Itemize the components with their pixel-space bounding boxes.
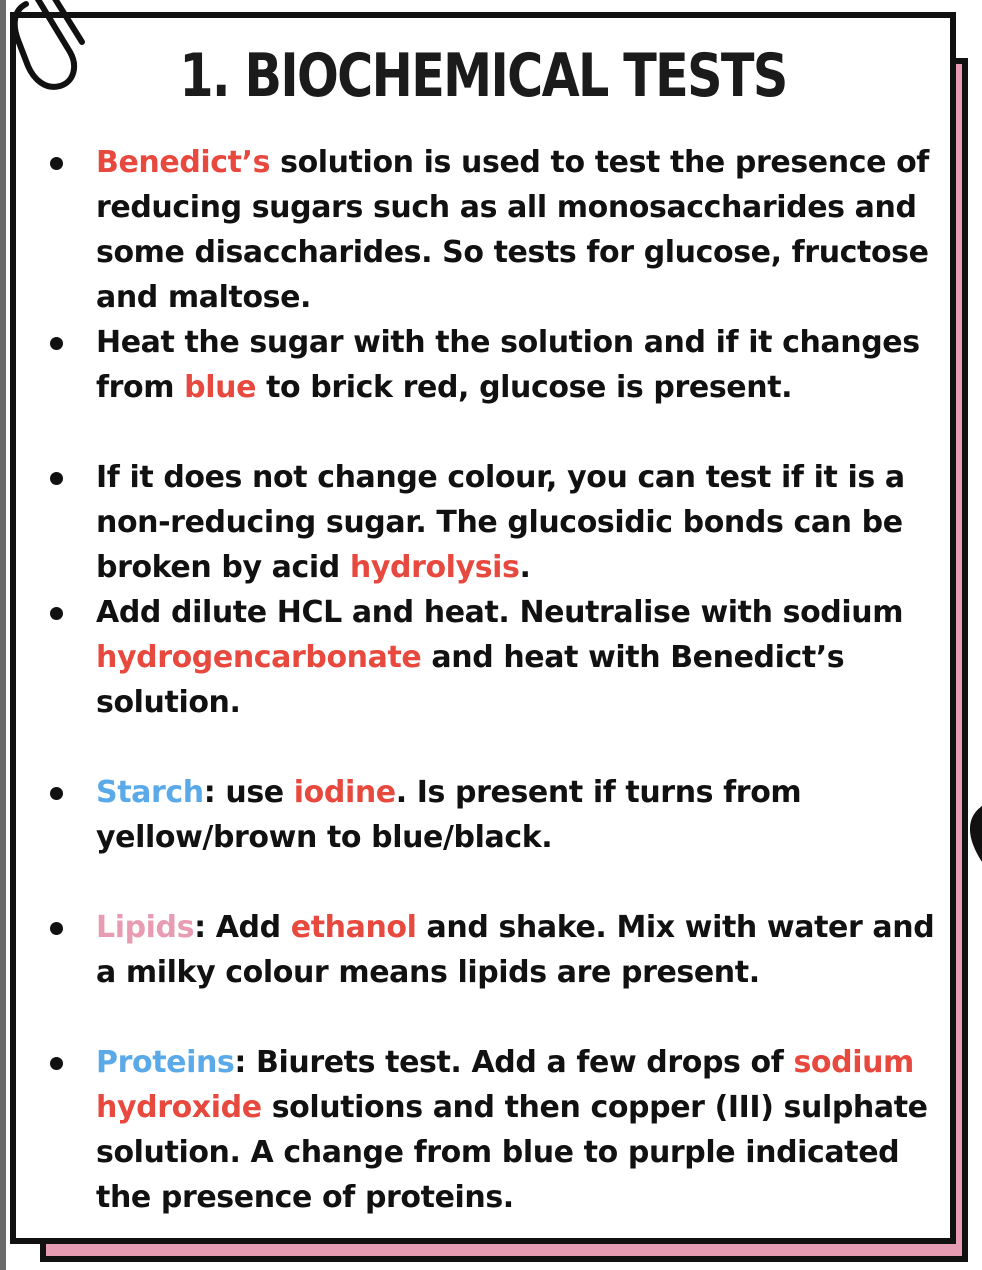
bullet-dot-icon [50, 922, 63, 935]
highlight-blue-word: blue [184, 370, 257, 405]
item-text: solution is used to test the presence of reducing sugars such as all monosaccharides and some disaccharides. So tests for glucose, fructose and maltose. [96, 145, 929, 315]
item-text: If it does not change colour, you can test if it is a non-reducing sugar. The glucosidic bonds can be broken by acid [96, 460, 905, 585]
item-text: and heat with Benedict’s solution. [96, 640, 845, 720]
item-text: . [519, 550, 531, 585]
highlight-sodium-hydroxide: sodium hydroxide [96, 1045, 914, 1125]
item-text: to brick red, glucose is present. [256, 370, 793, 405]
item-text: : Add [194, 910, 291, 945]
side-blob-decoration [962, 806, 982, 862]
bullet-dot-icon [50, 472, 63, 485]
item-text: Heat the sugar with the solution and if it changes from [96, 325, 920, 405]
highlight-ethanol: ethanol [290, 910, 417, 945]
item-text: Add dilute HCL and heat. Neutralise with sodium [96, 595, 904, 630]
highlight-hydrolysis: hydrolysis [349, 550, 520, 585]
list-item-non-reducing [44, 455, 944, 590]
bullet-dot-icon [50, 787, 63, 800]
list-item-proteins [44, 1040, 944, 1220]
item-text: solutions and then copper (III) sulphate solution. A change from blue to purple indicated the presence of proteins. [96, 1090, 928, 1215]
bullet-dot-icon [50, 607, 63, 620]
page-title: 1. BIOCHEMICAL TESTS [179, 41, 787, 111]
bullet-dot-icon [50, 1057, 63, 1070]
left-edge-strip [0, 0, 6, 1270]
term-benedicts: Benedict’s [96, 145, 271, 180]
list-item-heat [44, 320, 944, 410]
item-text: : use [203, 775, 294, 810]
bullet-dot-icon [50, 157, 63, 170]
highlight-hydrogencarbonate: hydrogencarbonate [96, 640, 422, 675]
term-starch: Starch [96, 775, 204, 810]
notes-card [10, 12, 956, 1244]
term-lipids: Lipids [96, 910, 195, 945]
list-item-lipids [44, 905, 944, 995]
item-text: : Biurets test. Add a few drops of [234, 1045, 794, 1080]
list-item-hcl [44, 590, 944, 725]
bullet-dot-icon [50, 337, 63, 350]
item-text: . Is present if turns from yellow/brown to blue/black. [96, 775, 802, 855]
item-text: and shake. Mix with water and a milky colour means lipids are present. [96, 910, 935, 990]
paperclip-icon [8, 0, 98, 100]
list-item-benedicts [44, 140, 944, 320]
term-proteins: Proteins [96, 1045, 235, 1080]
highlight-iodine: iodine [293, 775, 396, 810]
list-item-starch [44, 770, 944, 860]
